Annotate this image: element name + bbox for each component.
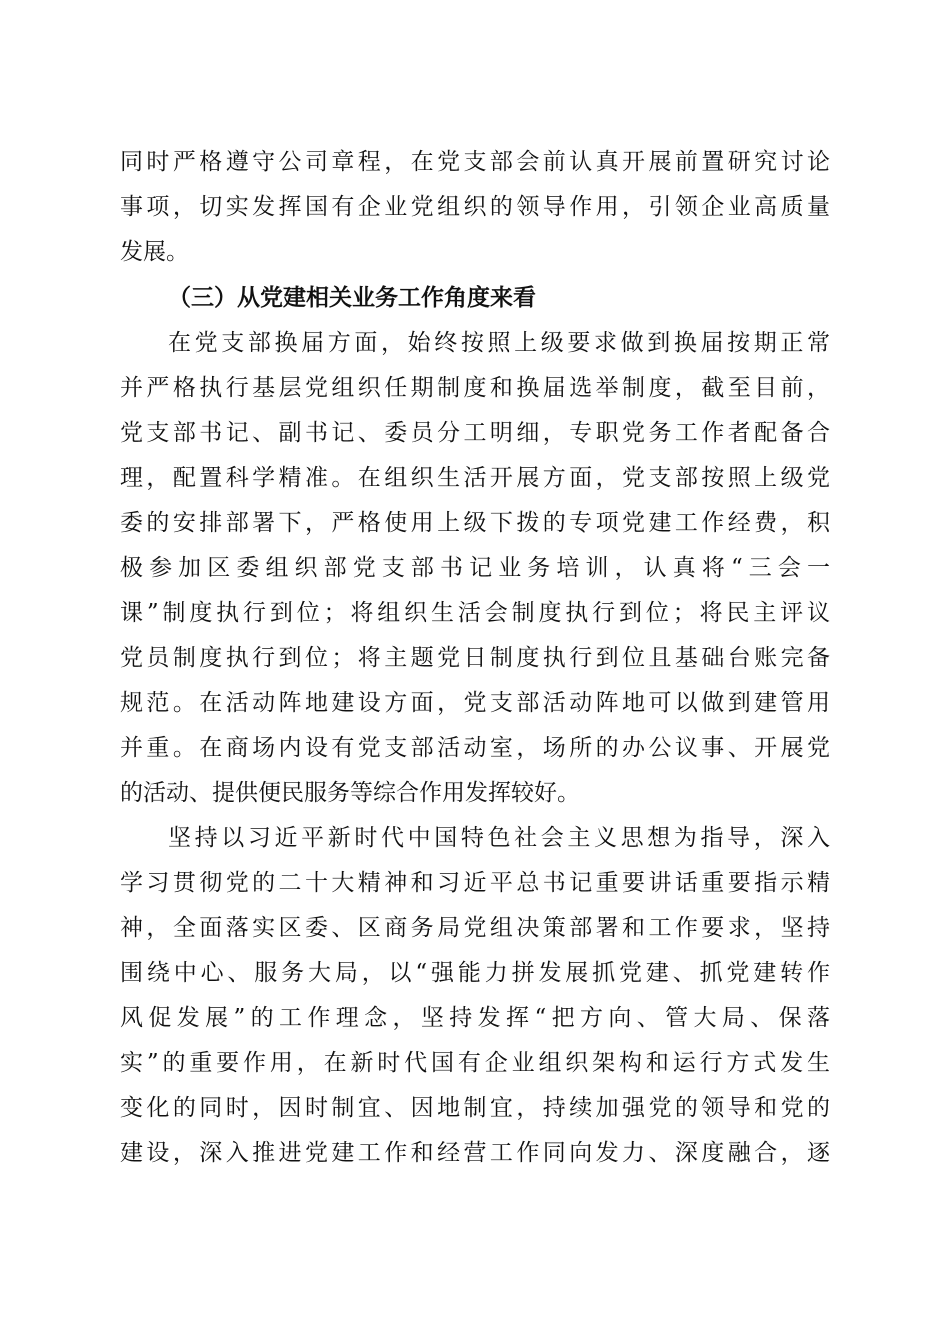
- paragraph-line: 极参加区委组织部党支部书记业务培训，认真将“三会一: [120, 555, 830, 581]
- paragraph-line: 理，配置科学精准。在组织生活开展方面，党支部按照上级党: [120, 465, 830, 491]
- paragraph-line: 建设，深入推进党建工作和经营工作同向发力、深度融合，逐: [120, 1140, 830, 1166]
- section-heading: （三）从党建相关业务工作角度来看: [168, 285, 536, 311]
- paragraph-line: 发展。: [120, 239, 189, 265]
- paragraph-line: 围绕中心、服务大局，以“强能力拼发展抓党建、抓党建转作: [120, 960, 830, 986]
- paragraph-line: 党支部书记、副书记、委员分工明细，专职党务工作者配备合: [120, 420, 830, 446]
- paragraph-line: 在党支部换届方面，始终按照上级要求做到换届按期正常: [168, 330, 830, 356]
- paragraph-line: 规范。在活动阵地建设方面，党支部活动阵地可以做到建管用: [120, 690, 830, 716]
- paragraph-line: 党员制度执行到位；将主题党日制度执行到位且基础台账完备: [120, 645, 830, 671]
- paragraph-line: 神，全面落实区委、区商务局党组决策部署和工作要求，坚持: [120, 915, 830, 941]
- paragraph-line: 学习贯彻党的二十大精神和习近平总书记重要讲话重要指示精: [120, 870, 830, 896]
- paragraph-line: 风促发展”的工作理念，坚持发挥“把方向、管大局、保落: [120, 1005, 830, 1031]
- paragraph-line: 并严格执行基层党组织任期制度和换届选举制度，截至目前，: [120, 375, 830, 401]
- paragraph-line: 委的安排部署下，严格使用上级下拨的专项党建工作经费，积: [120, 510, 830, 536]
- paragraph-line: 的活动、提供便民服务等综合作用发挥较好。: [120, 780, 580, 806]
- paragraph-line: 并重。在商场内设有党支部活动室，场所的办公议事、开展党: [120, 735, 830, 761]
- paragraph-line: 事项，切实发挥国有企业党组织的领导作用，引领企业高质量: [120, 194, 830, 220]
- paragraph-line: 实”的重要作用，在新时代国有企业组织架构和运行方式发生: [120, 1050, 830, 1076]
- paragraph-line: 同时严格遵守公司章程，在党支部会前认真开展前置研究讨论: [120, 149, 830, 175]
- paragraph-line: 变化的同时，因时制宜、因地制宜，持续加强党的领导和党的: [120, 1095, 830, 1121]
- paragraph-line: 课”制度执行到位；将组织生活会制度执行到位；将民主评议: [120, 600, 830, 626]
- paragraph-line: 坚持以习近平新时代中国特色社会主义思想为指导，深入: [168, 825, 830, 851]
